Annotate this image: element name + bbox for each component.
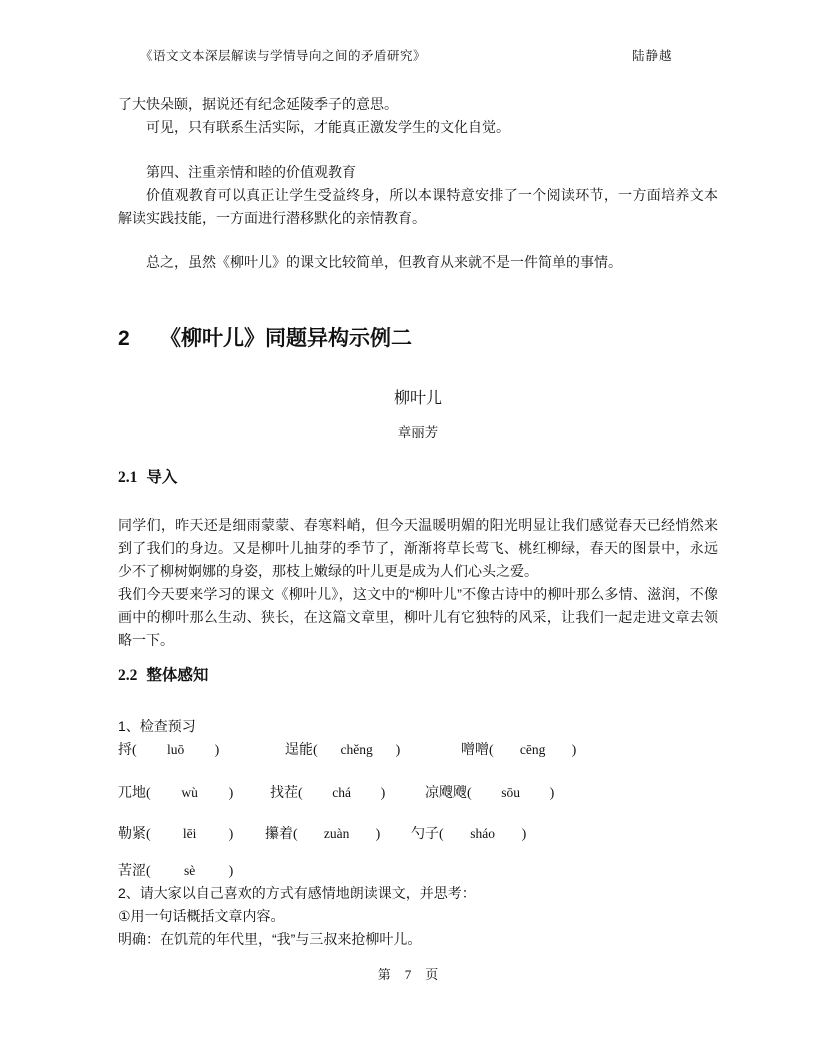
section-heading-2-1 <box>118 467 718 489</box>
hanzi-word: 凉飕飕 <box>425 784 467 800</box>
chapter-number: 2 <box>118 327 130 350</box>
preview-check-item: 1、检查预习 <box>118 718 196 734</box>
hanzi-word: 找茬 <box>270 784 298 800</box>
answer-line: 明确：在饥荒的年代里，“我”与三叔来抢柳叶儿。 <box>118 931 422 947</box>
pinyin-text: cēng <box>519 742 546 757</box>
paren-open: ( <box>467 786 472 801</box>
section1-paragraph-2: 我们今天要来学习的课文《柳叶儿》，这文中的“柳叶儿”不像古诗中的柳叶那么多情、滋润，不像画中的柳叶那么生动、狭长，在这篇文章里，柳叶儿有它独特的风采，让我们一起走进文章去领略一下。 <box>118 586 718 648</box>
pinyin-entry <box>411 822 526 846</box>
paren-close: ) <box>521 827 527 842</box>
pinyin-text: sè <box>184 863 196 878</box>
section-title: 整体感知 <box>146 667 209 684</box>
pinyin-text: zuàn <box>323 826 350 841</box>
pinyin-entry <box>118 738 285 762</box>
hanzi-word: 兀地 <box>118 784 146 800</box>
reading-task-item: 2、请大家以自己喜欢的方式有感情地朗读课文，并思考： <box>118 885 476 901</box>
pinyin-text: chá <box>332 785 352 800</box>
hanzi-word: 捋 <box>118 741 132 757</box>
pinyin-row <box>118 781 718 805</box>
paren-open: ( <box>132 743 137 758</box>
paren-open: ( <box>146 827 151 842</box>
paren-close: ) <box>395 743 401 758</box>
paragraph-point4-body: 价值观教育可以真正让学生受益终身，所以本课特意安排了一个阅读环节，一方面培养文本解读实践技能，一方面进行潜移默化的亲情教育。 <box>118 187 718 226</box>
chapter-title: 《柳叶儿》同题异构示例二 <box>160 327 412 350</box>
hanzi-word: 攥着 <box>265 825 293 841</box>
paren-close: ) <box>228 864 234 879</box>
lesson-author: 章丽芳 <box>397 425 439 440</box>
paren-close: ) <box>375 827 381 842</box>
hanzi-word: 勺子 <box>411 825 439 841</box>
lesson-title: 柳叶儿 <box>393 390 442 407</box>
page-number-prefix: 第 <box>377 967 391 982</box>
header-author: 陆静越 <box>632 49 673 63</box>
page-footer <box>0 966 816 984</box>
pinyin-row <box>118 859 718 883</box>
paragraph-carryover: 了大快朵颐，据说还有纪念延陵季子的意思。 <box>118 96 398 112</box>
paren-open: ( <box>146 864 151 879</box>
paragraph-culture-conclusion: 可见，只有联系生活实际，才能真正激发学生的文化自觉。 <box>146 119 510 135</box>
pinyin-row <box>118 822 718 846</box>
chapter-heading <box>118 325 718 353</box>
section-heading-2-2 <box>118 665 718 687</box>
paren-close: ) <box>571 743 577 758</box>
pinyin-entry <box>118 822 265 846</box>
section-number: 2.2 <box>118 667 138 684</box>
paren-open: ( <box>293 827 298 842</box>
pinyin-entry <box>118 781 270 805</box>
paren-open: ( <box>313 743 318 758</box>
section1-paragraph-1: 同学们，昨天还是细雨蒙蒙、春寒料峭，但今天温暖明媚的阳光明显让我们感觉春天已经悄然来到了我们的身边。又是柳叶儿抽芽的季节了，渐渐将草长莺飞、桃红柳绿，春天的图景中，永远少不了柳树婀娜的身姿，那枝上嫩绿的叶儿更是成为人们心头之爱。 <box>118 517 718 579</box>
pinyin-text: lēi <box>182 826 197 841</box>
hanzi-word: 勒紧 <box>118 825 146 841</box>
pinyin-text: sháo <box>470 826 496 841</box>
paragraph-point4-title: 第四、注重亲情和睦的价值观教育 <box>146 164 356 180</box>
paragraph-summary: 总之，虽然《柳叶儿》的课文比较简单，但教育从来就不是一件简单的事情。 <box>146 254 622 270</box>
hanzi-word: 苦涩 <box>118 862 146 878</box>
pinyin-entry <box>270 781 425 805</box>
pinyin-row <box>118 738 718 762</box>
paren-close: ) <box>380 786 386 801</box>
paren-open: ( <box>489 743 494 758</box>
pinyin-text: luō <box>167 742 185 757</box>
section-title: 导入 <box>146 469 178 486</box>
pinyin-entry <box>461 738 576 762</box>
paren-close: ) <box>214 743 220 758</box>
paren-open: ( <box>298 786 303 801</box>
pinyin-text: sōu <box>501 785 521 800</box>
section-number: 2.1 <box>118 469 138 486</box>
pinyin-entry <box>425 781 554 805</box>
paren-close: ) <box>228 827 234 842</box>
pinyin-entry <box>118 859 233 883</box>
pinyin-entry <box>285 738 461 762</box>
pinyin-text: wù <box>181 785 198 800</box>
paren-open: ( <box>439 827 444 842</box>
pinyin-entry <box>265 822 411 846</box>
sub-question-1: ①用一句话概括文章内容。 <box>118 908 285 924</box>
page-number-suffix: 页 <box>425 967 439 982</box>
pinyin-text: chěng <box>340 742 373 757</box>
running-title: 《语文文本深层解读与学情导向之间的矛盾研究》 <box>140 49 427 63</box>
paren-open: ( <box>146 786 151 801</box>
paren-close: ) <box>228 786 234 801</box>
page-number: 7 <box>404 967 412 982</box>
paren-close: ) <box>549 786 555 801</box>
hanzi-word: 噌噌 <box>461 741 489 757</box>
hanzi-word: 逞能 <box>285 741 313 757</box>
